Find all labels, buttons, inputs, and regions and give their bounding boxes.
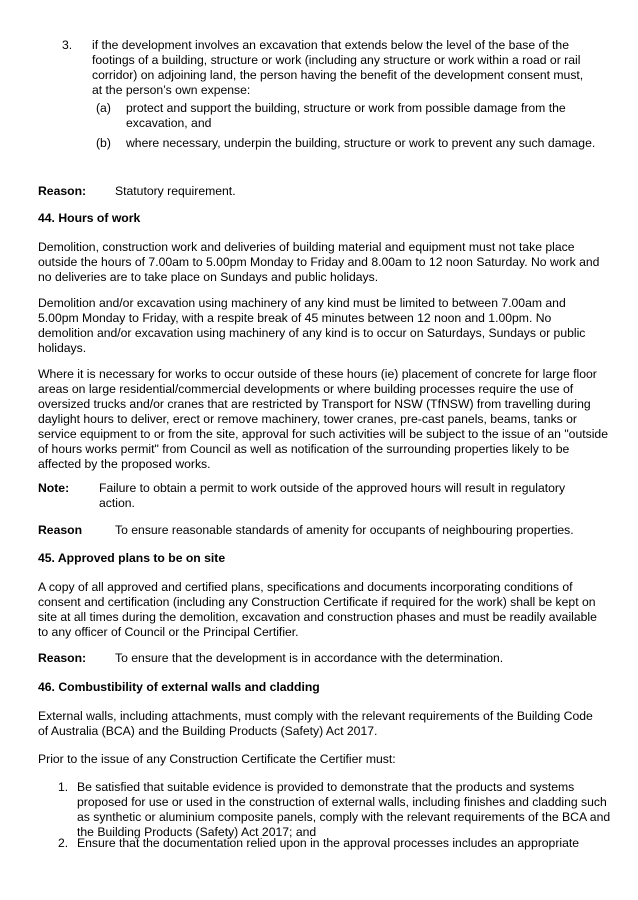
list-item-2-text: Ensure that the documentation relied upon in the approval processes includes an appropriate (77, 836, 580, 850)
section-44-paragraph-3: Where it is necessary for works to occur outside of these hours (ie) placement of concrete for large floor areas on large residential/commercial developments or where building processes require the use of oversized trucks and/or cranes that are restricted by Transport for NSW (TfNSW) from travelling during daylight hours to deliver, erect or remove machinery, tower cranes, pre-cast panels, beams, tanks or service equipment to or from the site, approval for such activities will be subject to the issue of an "outside of hours works permit" from Council as well as notification of the surrounding properties likely to be affected by the proposed works. (38, 367, 608, 471)
reason-text: Statutory requirement. (115, 184, 236, 198)
item-3a-text: protect and support the building, structure or work from possible damage from the excavation, and (126, 101, 566, 130)
note-label: Note: (38, 481, 70, 495)
reason-label: Reason: (38, 184, 87, 198)
reason-label: Reason (38, 523, 83, 537)
section-45-paragraph-1: A copy of all approved and certified plans, specifications and documents incorporating conditions of consent and certification (including any Construction Certificate if required for the work) shall be kept on site at all times during the demolition, excavation and construction phases and must be readily available to any officer of Council or the Principal Certifier. (38, 580, 597, 639)
section-44-paragraph-2: Demolition and/or excavation using machinery of any kind must be limited to between 7.00am and 5.00pm Monday to Friday, with a respite break of 45 minutes between 12 noon and 1.00pm. No demolition and/or excavation using machinery of any kind is to occur on Saturdays, Sundays or public holidays. (38, 296, 586, 355)
list-item-1-number: 1. (58, 780, 69, 794)
reason-text: To ensure that the development is in accordance with the determination. (115, 651, 504, 665)
note-text: Failure to obtain a permit to work outside of the approved hours will result in regulatory action. (99, 481, 566, 510)
reason-label: Reason: (38, 651, 87, 665)
list-item-2-number: 2. (58, 836, 69, 850)
section-46-heading: 46. Combustibility of external walls and cladding (38, 680, 320, 694)
item-3a-label: (a) (96, 101, 111, 115)
list-item-1-text: Be satisfied that suitable evidence is provided to demonstrate that the products and systems proposed for use or used in the construction of external walls, including finishes and cladding such as synthetic or aluminium composite panels, comply with the relevant requirements of the BCA and the Building Products (Safety) Act 2017; and (77, 780, 611, 839)
section-46-paragraph-1: External walls, including attachments, must comply with the relevant requirements of the Building Code of Australia (BCA) and the Building Products (Safety) Act 2017. (38, 709, 593, 738)
item-3-number: 3. (62, 38, 73, 52)
section-44-paragraph-1: Demolition, construction work and deliveries of building material and equipment must not take place outside the hours of 7.00am to 5.00pm Monday to Friday and 8.00am to 12 noon Saturday. No work and no deliveries are to take place on Sundays and public holidays. (38, 240, 600, 284)
section-45-heading: 45. Approved plans to be on site (38, 551, 226, 565)
section-44-heading: 44. Hours of work (38, 211, 141, 225)
section-46-paragraph-2: Prior to the issue of any Construction Certificate the Certifier must: (38, 752, 396, 766)
reason-text: To ensure reasonable standards of amenity for occupants of neighbouring properties. (115, 523, 574, 537)
item-3-text: if the development involves an excavation that extends below the level of the base of the footings of a building, structure or work (including any structure or work within a road or rail corridor) on adjoining land, the person having the benefit of the development consent must, at the person’s own expense: (92, 38, 584, 97)
item-3b-text: where necessary, underpin the building, structure or work to prevent any such damage. (126, 136, 596, 150)
item-3b-label: (b) (96, 136, 111, 150)
